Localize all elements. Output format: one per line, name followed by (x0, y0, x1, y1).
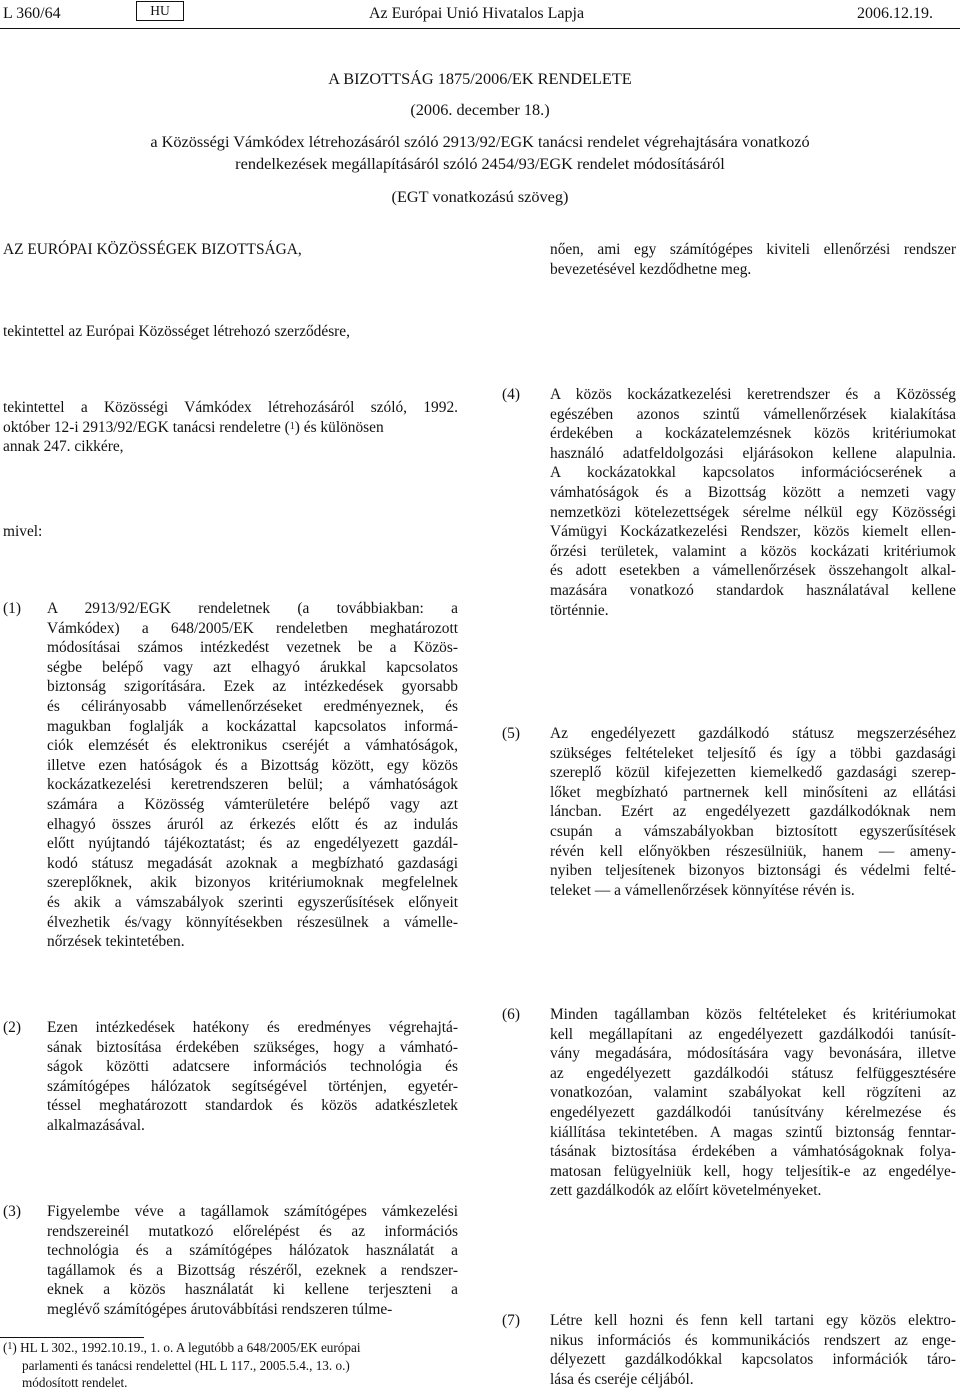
journal-title: Az Európai Unió Hivatalos Lapja (369, 5, 585, 22)
paragraph-line: és akik a vámszabályok szerinti egyszerűsítések előnyeit (47, 893, 458, 911)
recital-number: (7) (502, 1312, 520, 1329)
paragraph-line: délyezett gazdálkodókkal kapcsolatos információk táro- (550, 1351, 956, 1369)
paragraph-line: számítógépes hálózatok segítségével történjen, egyetér- (47, 1077, 458, 1095)
recital-number: (3) (3, 1203, 21, 1220)
paragraph-line: ságok közötti adatcsere információs technológia és (47, 1058, 458, 1076)
paragraph-line: lőket megbízható partnernek kell minősíteni az ellátási (550, 783, 956, 801)
paragraph-line: teleket — a vámellenőrzések könnyítése révén is. (550, 881, 855, 899)
paragraph-line: Minden tagállamban közös feltételeket és kritériumokat (550, 1006, 956, 1023)
paragraph-line: élvezhetik és/vagy könnyítésekben részesülnek a vámelle- (47, 913, 458, 931)
paragraph-line: Az engedélyezett gazdálkodó státusz megszerzéséhez (550, 725, 956, 742)
paragraph-line: engedélyezett gazdálkodói tanúsítvány kérelmezése és (550, 1103, 956, 1121)
recital-6-text (550, 1005, 956, 1201)
paragraph-line: tásának biztosítása érdekében a vámhatóságoknak folya- (550, 1143, 956, 1161)
paragraph-line: A közös kockázatkezelési keretrendszer és a Közösség (550, 386, 956, 403)
paragraph-line: Vámkódex) a 648/2005/EK rendeletben meghatározott (47, 619, 458, 637)
paragraph-line: őrzési területek, valamint a közös kockázati kritériumok (550, 542, 956, 560)
paragraph-line (3, 418, 458, 438)
paragraph-line: A 2913/92/EGK rendeletnek (a továbbiakban: a (47, 600, 458, 617)
recital-number: (1) (3, 600, 21, 617)
paragraph-line: téssel meghatározott standardok és közös adatkészletek (47, 1097, 458, 1115)
paragraph-line: nően, ami egy számítógépes kiviteli ellenőrzési rendszer (550, 241, 956, 258)
paragraph-line: vány megadására, módosítására vagy bevonására, illetve (550, 1045, 956, 1063)
recital-7-text (550, 1311, 956, 1389)
footnote-line: módosított rendelet. (22, 1375, 128, 1391)
paragraph-line: zett gazdálkodók az előírt követelményeket. (550, 1182, 822, 1200)
footnote (3, 1339, 458, 1392)
institution-heading: AZ EURÓPAI KÖZÖSSÉGEK BIZOTTSÁGA, (3, 241, 302, 258)
paragraph-line: sának biztosítása érdekében szükséges, hogy a vámható- (47, 1038, 458, 1056)
paragraph-line: eknek a közös használatát ki kellene terjeszteni a (47, 1281, 458, 1299)
recital-4-text (550, 385, 956, 620)
recital-3-text (47, 1202, 458, 1320)
paragraph-line: és adott esetekben a vámellenőrzések összehangolt alkal- (550, 562, 956, 580)
paragraph-line: nikus információs és kommunikációs rendszert az enge- (550, 1331, 956, 1349)
regulation-subject-line-2: rendelkezések megállapításáról szóló 2454/93/EGK rendelet módosításáról (235, 154, 725, 173)
paragraph-line: ségbe belépő vagy azt elhagyó árukkal kapcsolatos (47, 658, 458, 676)
paragraph-line: Ezen intézkedések hatékony és eredményes végrehajtá- (47, 1019, 458, 1036)
regulation-title: A BIZOTTSÁG 1875/2006/EK RENDELETE (328, 69, 632, 88)
paragraph-line: rendszereinél mutatkozó előrelépést és az információs (47, 1222, 458, 1240)
footnote-marker: 1 (7, 1341, 13, 1352)
paragraph-line: és célirányosabb vámellenőrzéseket eredményeznek, és (47, 697, 458, 715)
paragraph-line: láncban. Ezért az engedélyezett gazdálkodóknak nem (550, 803, 956, 821)
recital-5-text (550, 724, 956, 900)
paragraph-line: elhagyó összes áruról az érkezés előtt és az indulás (47, 815, 458, 833)
paragraph-line: vámhatóságok és a Bizottság között a nemzeti vagy (550, 483, 956, 501)
paragraph-line: módosításai számos intézkedést vezetnek be a Közös- (47, 639, 458, 657)
paragraph-line: előtt nyújtandó tájékoztatást; és az engedélyezett gazdál- (47, 835, 458, 853)
header-rule (0, 28, 960, 29)
paragraph-line: nyiben teljesítenek bizonyos biztonsági és védelmi felté- (550, 862, 956, 880)
recital-number: (4) (502, 386, 520, 403)
whereas-label: mivel: (3, 523, 43, 540)
paragraph-line: tekintettel a Közösségi Vámkódex létrehozásáról szóló, 1992. (3, 399, 458, 416)
paragraph-line: számára a Közösség vámterületére belépő vagy azt (47, 795, 458, 813)
paragraph-line: nemzetközi kötelezettségek sérelme nélkül egy Közösségi (550, 503, 956, 521)
page-reference: L 360/64 (3, 5, 61, 22)
recital-3-continuation (550, 240, 956, 279)
paragraph-line: kiállítása tekintetében. A magas szintű biztonság fenntar- (550, 1123, 956, 1141)
paragraph-line: szereplő közül kifejezetten kiemelkedő gazdasági szerep- (550, 764, 956, 782)
recital-number: (5) (502, 725, 520, 742)
having-regard-regulation (3, 398, 458, 457)
paragraph-line: ciók elemzését és elektronikus cseréjét a vámhatóságok, (47, 737, 458, 755)
paragraph-line-part: ) és különösen (294, 418, 384, 436)
paragraph-line: Figyelembe véve a tagállamok számítógépes vámkezelési (47, 1203, 458, 1220)
paragraph-line: révén kell előnyökben részesülniük, hanem — ameny- (550, 842, 956, 860)
footnote-line-text: ) HL L 302., 1992.10.19., 1. o. A legutóbb a 648/2005/EK európai (12, 1340, 361, 1355)
paragraph-line: az engedélyezett gazdálkodói státusz felfüggesztésére (550, 1064, 956, 1082)
paragraph-line: alkalmazásával. (47, 1116, 145, 1134)
paragraph-line: magukban foglalják a kockázattal kapcsolatos informá- (47, 717, 458, 735)
paragraph-line: technológia és a számítógépes hálózatok használatát a (47, 1242, 458, 1260)
paragraph-line: kodó státusz megadását azoknak a megbízható gazdasági (47, 854, 458, 872)
paragraph-line: történnie. (550, 601, 609, 619)
paragraph-line: tagállamok és a Bizottság részéről, ezeknek a rendszer- (47, 1261, 458, 1279)
footnote-reference: 1 (289, 420, 295, 432)
paragraph-line: lása és cseréje céljából. (550, 1370, 694, 1388)
paragraph-line: matosan felügyelniük kell, hogy teljesítik-e az engedélye- (550, 1162, 956, 1180)
regulation-date: (2006. december 18.) (410, 100, 550, 119)
paragraph-line: A kockázatokkal kapcsolatos információcserének a (550, 464, 956, 482)
paragraph-line: csupán a vámszabályokban biztosított egyszerűsítések (550, 822, 956, 840)
paragraph-line: illetve ezen hatóságok és a Bizottság között, egy közös (47, 756, 458, 774)
paragraph-line: mazására vonatkozó standardok használatával kellene (550, 581, 956, 599)
paragraph-line: Vámügyi Kockázatkezelési Rendszer, közös kiemelt ellen- (550, 523, 956, 541)
footnote-line: ($^1$) HL L 302., 1992.10.19., 1. o. A legutóbb a 648/2005/EK európai (3, 1340, 361, 1355)
paragraph-line: szereplőknek, akik bizonyos kritériumoknak megfelelnek (47, 874, 458, 892)
publication-date: 2006.12.19. (857, 5, 933, 22)
paragraph-line: nőrzések tekintetében. (47, 933, 185, 951)
paragraph-line: kockázatkezelési keretrendszeren belül; a vámhatóságok (47, 776, 458, 794)
paragraph-line: egészében azonos szintű vámellenőrzések kialakítása (550, 405, 956, 423)
footnote-rule (0, 1337, 144, 1338)
regulation-subject-line-1: a Közösségi Vámkódex létrehozásáról szóló 2913/92/EGK tanácsi rendelet végrehajtására vonatkozó (150, 132, 810, 151)
paragraph-line-part: október 12-i 2913/92/EGK tanácsi rendeletre ( (3, 418, 290, 436)
paragraph-line: kell megállapítani az engedélyezett gazdálkodói tanúsít- (550, 1025, 956, 1043)
eea-relevance: (EGT vonatkozású szöveg) (391, 187, 569, 206)
language-code-box: HU (136, 1, 184, 21)
recital-1-text (47, 599, 458, 952)
footnote-line: parlamenti és tanácsi rendelettel (HL L 117., 2005.5.4., 13. o.) (22, 1357, 350, 1373)
paragraph-line: meglévő számítógépes árutovábbítási rendszeren túlme- (47, 1300, 393, 1318)
having-regard-treaty: tekintettel az Európai Közösséget létrehozó szerződésre, (3, 323, 350, 340)
paragraph-line: annak 247. cikkére, (3, 438, 124, 456)
recital-number: (2) (3, 1019, 21, 1036)
recital-2-text (47, 1018, 458, 1136)
paragraph-line: szükséges feltételeket teljesítő és így a többi gazdasági (550, 744, 956, 762)
paragraph-line: biztonság szigorítására. Ezek az intézkedések gyorsabb (47, 678, 458, 696)
paragraph-line: bevezetésével kezdődhetne meg. (550, 260, 752, 278)
paragraph-line: vonatkozóan, valamint szabályokat kell rögzíteni az (550, 1084, 956, 1102)
paragraph-line: Létre kell hozni és fenn kell tartani egy közös elektro- (550, 1312, 956, 1329)
paragraph-line: érdekében a kockázatelemzésnek közös kritériumokat (550, 425, 956, 443)
recital-number: (6) (502, 1006, 520, 1023)
paragraph-line: használó adatfeldolgozási eljárásokon kellene alapulnia. (550, 444, 956, 462)
